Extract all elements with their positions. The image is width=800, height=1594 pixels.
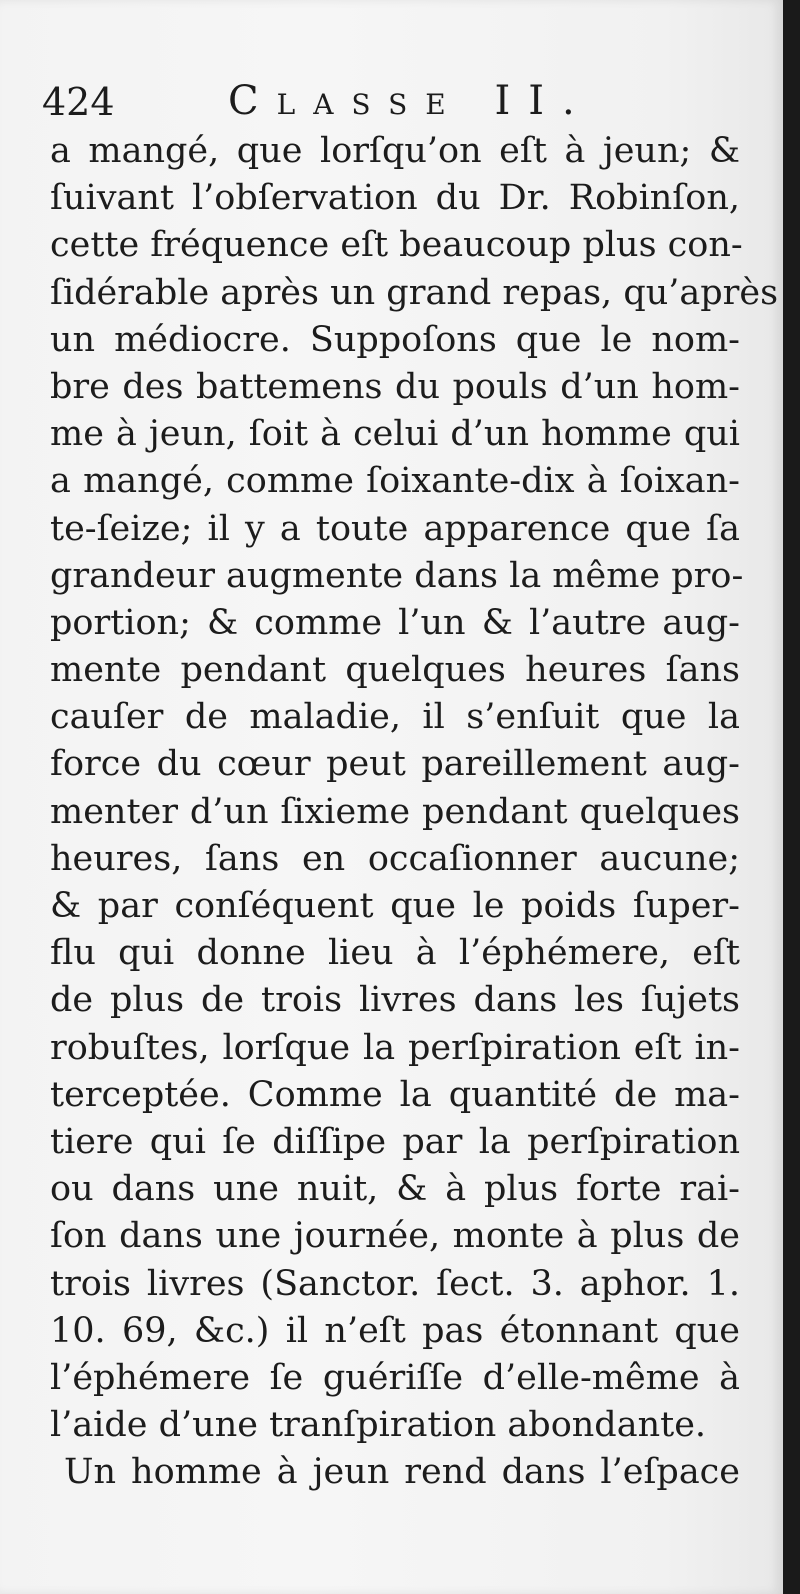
text-line: mente pendant quelques heures ſans (50, 650, 740, 691)
text-line: un médiocre. Suppoſons que le nom- (50, 319, 740, 360)
text-line: ſuivant l’obſervation du Dr. Robinſon, (50, 178, 740, 219)
body-text (50, 128, 779, 1496)
text-line: 10. 69, &c.) il n’eſt pas étonnant que (50, 1310, 740, 1351)
text-line: ſidérable après un grand repas, qu’après (50, 272, 779, 313)
text-line: trois livres (Sanctor. ſect. 3. aphor. 1. (50, 1263, 740, 1304)
text-line: portion; & comme l’un & l’autre aug- (50, 602, 740, 643)
text-line: force du cœur peut pareillement aug- (50, 744, 740, 785)
text-line: ou dans une nuit, & à plus forte rai- (50, 1169, 740, 1210)
text-line: & par conſéquent que le poids ſuper- (50, 886, 740, 926)
text-line: l’éphémere ſe guériſſe d’elle-même à (50, 1357, 740, 1398)
text-line: tiere qui ſe diſſipe par la perſpiration (50, 1121, 740, 1162)
text-line: te-ſeize; il y a toute apparence que ſa (50, 508, 740, 549)
text-line: cette fréquence eſt beaucoup plus con- (50, 225, 743, 266)
text-line: me à jeun, ſoit à celui d’un homme qui (50, 414, 740, 455)
text-line: bre des battemens du pouls d’un hom- (50, 366, 740, 407)
text-line: cauſer de maladie, il s’enſuit que la (50, 697, 740, 738)
text-line: ſon dans une journée, monte à plus de (50, 1216, 740, 1257)
text-line: a mangé, comme ſoixante-dix à ſoixan- (50, 461, 740, 502)
text-line: terceptée. Comme la quantité de ma- (50, 1074, 740, 1115)
text-line: l’aide d’une tranſpiration abondante. (50, 1405, 707, 1446)
running-head: Classe II. (228, 78, 593, 124)
page-number: 424 (42, 80, 115, 124)
text-line: grandeur augmente dans la même pro- (50, 555, 744, 596)
text-line: flu qui donne lieu à l’éphémere, eſt (50, 933, 740, 974)
text-line: de plus de trois livres dans les ſujets (50, 980, 740, 1021)
page-edge (783, 0, 800, 1594)
text-line: Un homme à jeun rend dans l’eſpace (64, 1452, 740, 1493)
text-line: a mangé, que lorſqu’on eſt à jeun; & (50, 131, 740, 171)
text-line: robuſtes, lorſque la perſpiration eſt in- (50, 1027, 740, 1068)
text-line: menter d’un ſixieme pendant quelques (50, 791, 740, 832)
text-line: heures, ſans en occaſionner aucune; (50, 838, 740, 879)
